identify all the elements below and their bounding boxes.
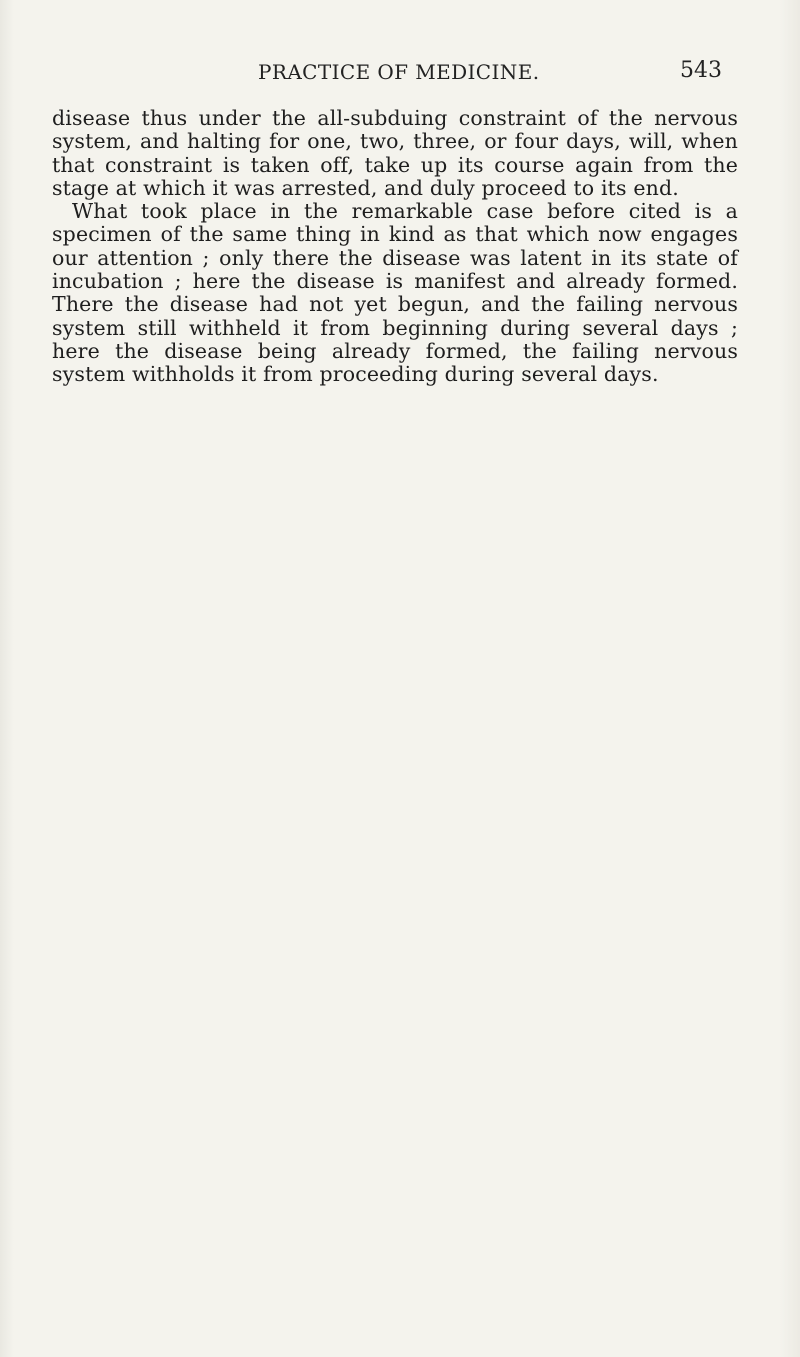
text-line: our attention ; only there the disease was latent in its state of: [52, 245, 738, 270]
text-line: that constraint is taken off, take up its course again from the: [52, 152, 738, 177]
text-line: system withholds it from proceeding during several days.: [52, 362, 659, 387]
text-line: specimen of the same thing in kind as that which now engages: [52, 222, 738, 247]
text-line: There the disease had not yet begun, and the failing nervous: [52, 292, 738, 317]
text-line: system, and halting for one, two, three, or four days, will, when: [52, 129, 738, 154]
text-line: here the disease being already formed, the failing nervous: [52, 338, 738, 363]
text-line: incubation ; here the disease is manifest and already formed.: [52, 269, 738, 294]
body-paragraphs: [52, 107, 738, 387]
text-line: What took place in the remarkable case before cited is a: [72, 199, 738, 224]
text-line: stage at which it was arrested, and duly proceed to its end.: [52, 175, 679, 200]
text-line: system still withheld it from beginning during several days ;: [52, 315, 738, 340]
text-line: disease thus under the all-subduing constraint of the nervous: [52, 106, 738, 130]
running-head-title: PRACTICE OF MEDICINE.: [258, 60, 540, 84]
page-number: 543: [680, 58, 722, 83]
